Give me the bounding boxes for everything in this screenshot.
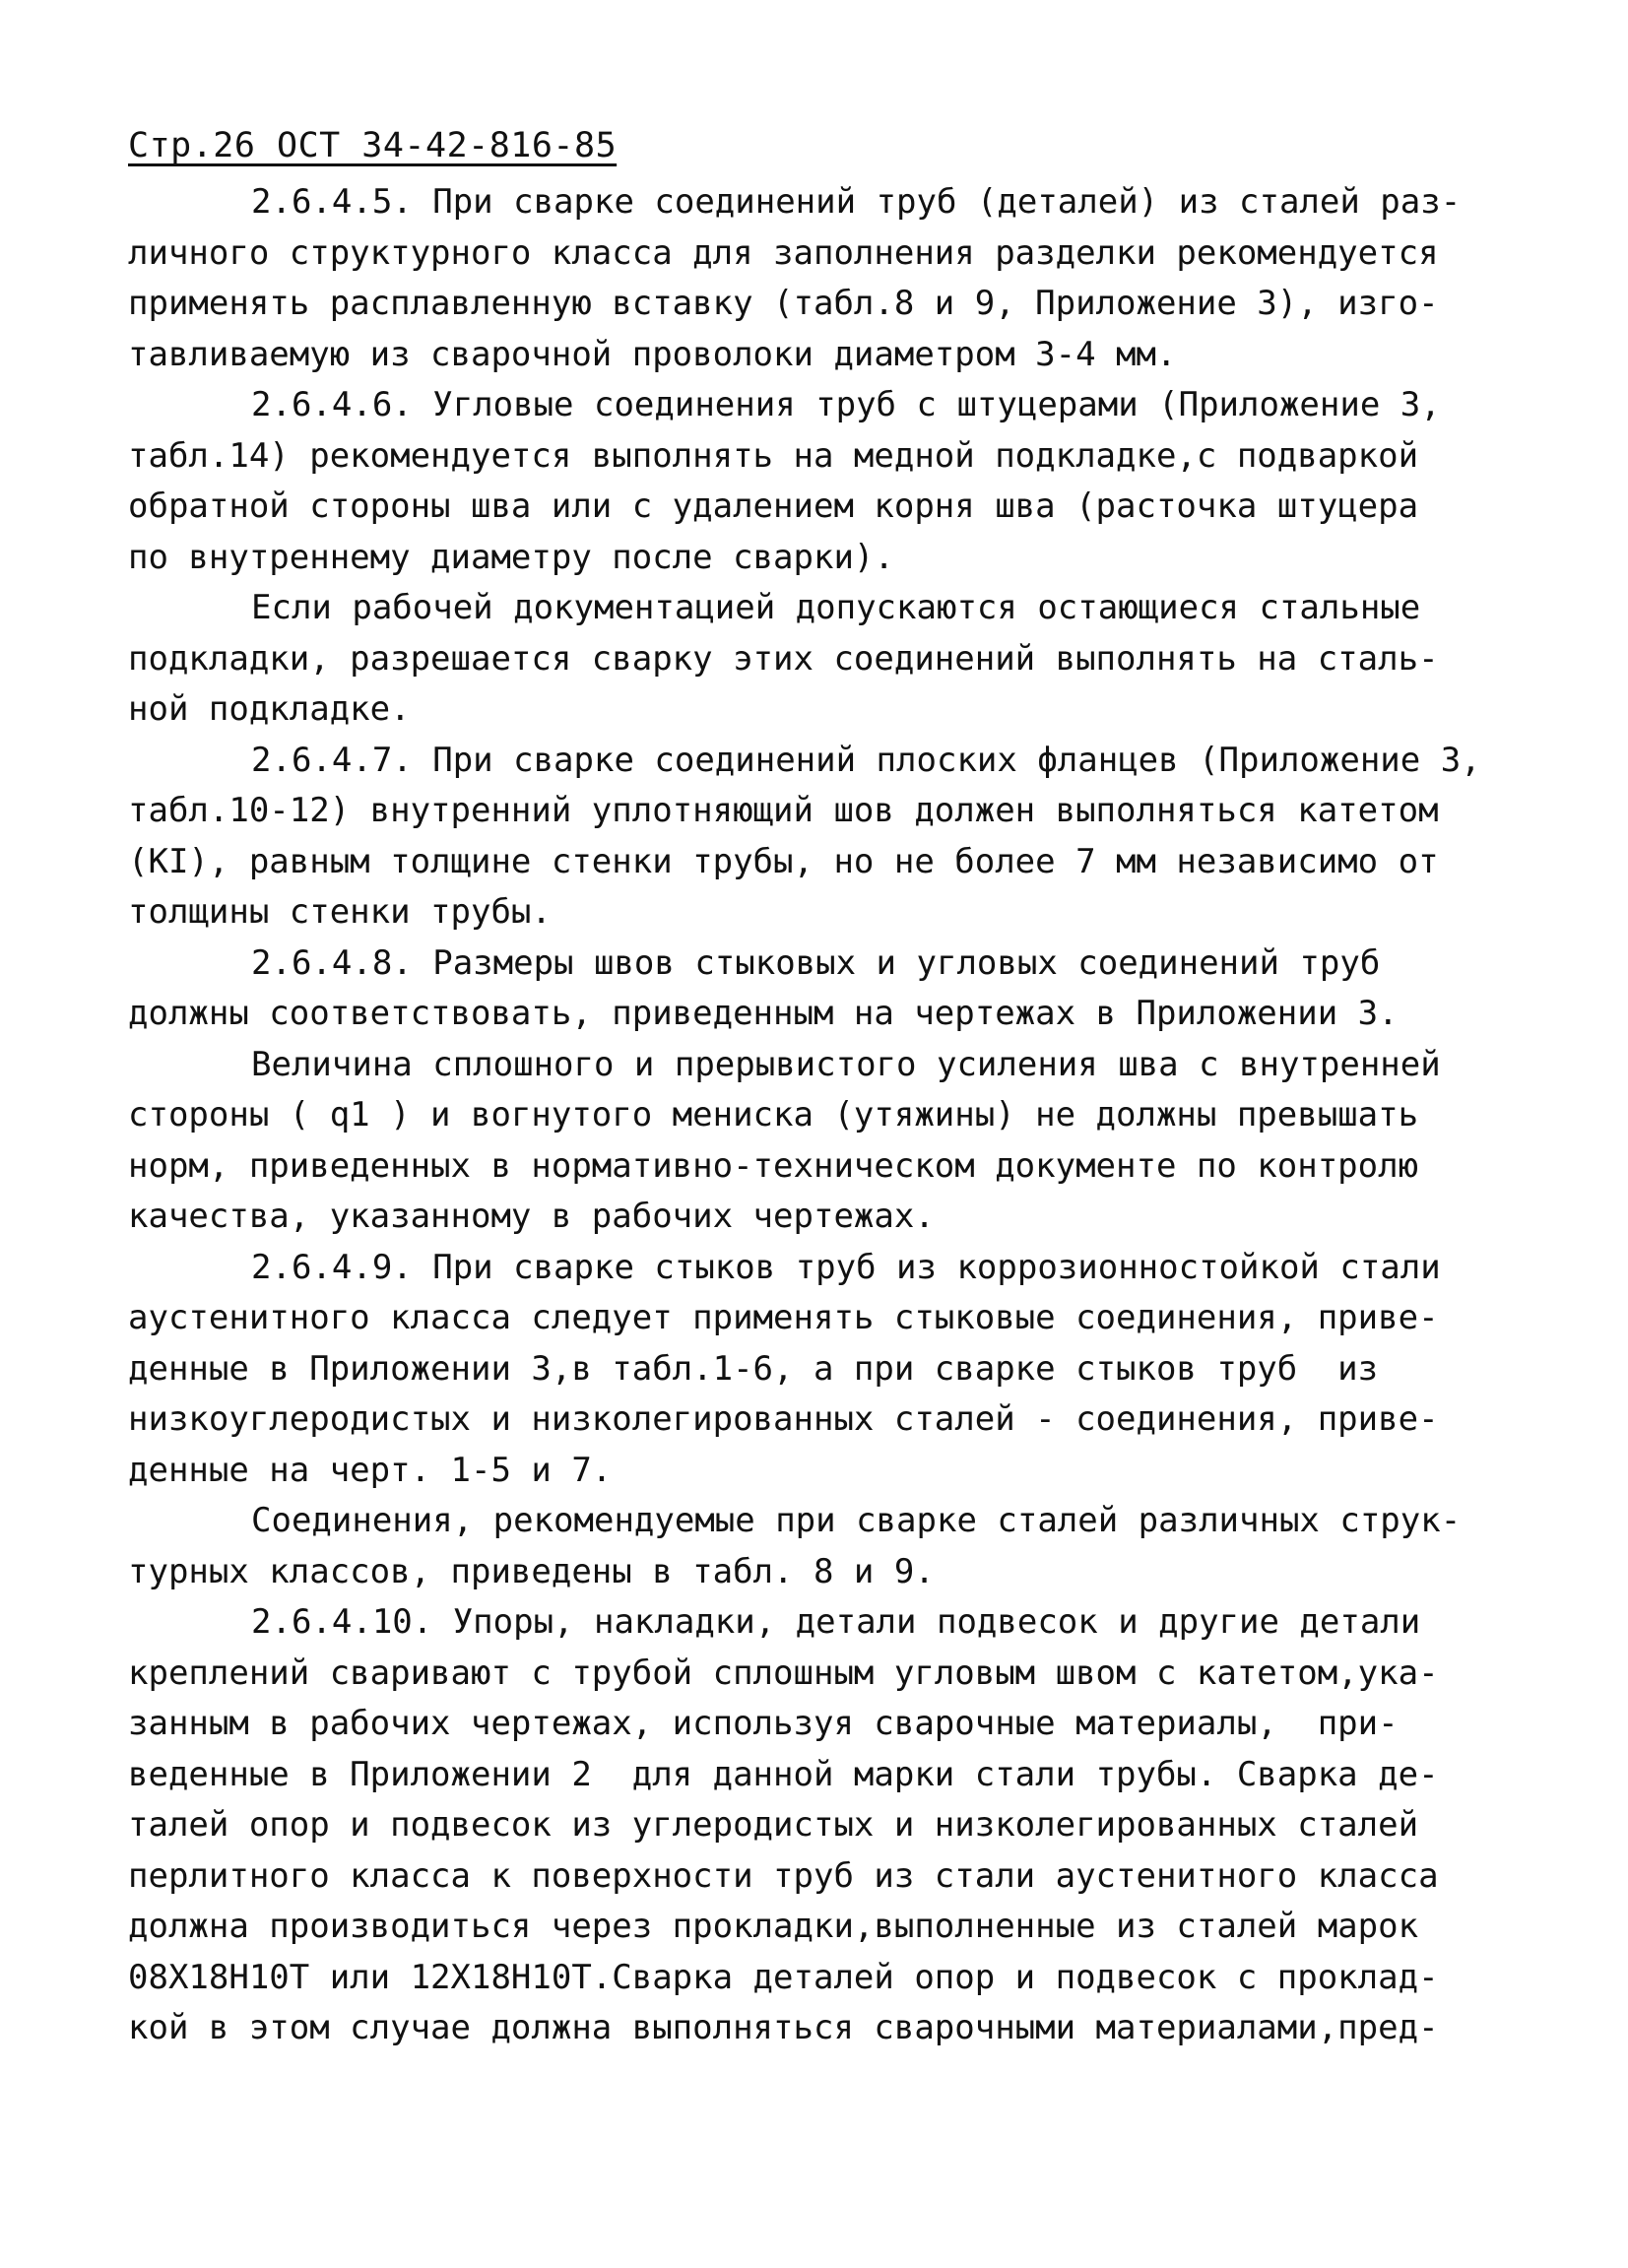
text-line: стороны ( q1 ) и вогнутого мениска (утяжины) не должны превышать — [128, 1095, 1419, 1134]
text-line: Если рабочей документацией допускаются остающиеся стальные — [251, 588, 1421, 627]
text-line: табл.10-12) внутренний уплотняющий шов должен выполняться катетом — [128, 791, 1439, 830]
text-line: Соединения, рекомендуемые при сварке сталей различных струк- — [251, 1501, 1462, 1540]
text-line: толщины стенки трубы. — [128, 892, 552, 932]
text-line: ной подкладке. — [128, 689, 411, 729]
text-line: 2.6.4.7. При сварке соединений плоских фланцев (Приложение 3, — [251, 740, 1481, 780]
text-line: тавливаемую из сварочной проволоки диаметром 3-4 мм. — [128, 334, 1177, 374]
text-line: веденные в Приложении 2 для данной марки стали трубы. Сварка де- — [128, 1754, 1439, 1794]
text-line: (KI), равным толщине стенки трубы, но не более 7 мм независимо от — [128, 841, 1439, 881]
text-line: перлитного класса к поверхности труб из стали аустенитного класса — [128, 1855, 1439, 1896]
text-line: 2.6.4.9. При сварке стыков труб из коррозионностойкой стали — [251, 1247, 1441, 1287]
text-line: табл.14) рекомендуется выполнять на медной подкладке,с подваркой — [128, 435, 1419, 476]
text-line: занным в рабочих чертежах, используя сварочные материалы, при- — [128, 1704, 1399, 1743]
text-line: низкоуглеродистых и низколегированных сталей - соединения, приве- — [128, 1399, 1439, 1439]
text-line: применять расплавленную вставку (табл.8 и 9, Приложение 3), изго- — [128, 284, 1439, 323]
text-line: аустенитного класса следует применять стыковые соединения, приве- — [128, 1298, 1439, 1337]
body-text — [128, 177, 1507, 2054]
text-line: по внутреннему диаметру после сварки). — [128, 537, 894, 577]
text-line: Величина сплошного и прерывистого усиления шва с внутренней — [251, 1044, 1441, 1084]
text-line: 2.6.4.8. Размеры швов стыковых и угловых соединений труб — [251, 942, 1381, 983]
text-line: норм, приведенных в нормативно-техническом документе по контролю — [128, 1145, 1419, 1186]
text-line: качества, указанному в рабочих чертежах. — [128, 1197, 935, 1236]
text-line: обратной стороны шва или с удалением корня шва (расточка штуцера — [128, 486, 1419, 526]
text-line: 2.6.4.5. При сварке соединений труб (деталей) из сталей раз- — [251, 182, 1462, 222]
text-line: денные на черт. 1-5 и 7. — [128, 1450, 613, 1490]
text-line: личного структурного класса для заполнения разделки рекомендуется — [128, 232, 1439, 273]
text-line: 2.6.4.10. Упоры, накладки, детали подвесок и другие детали — [251, 1602, 1421, 1642]
text-line: 08Х18Н10Т или 12Х18Н10Т.Сварка деталей опор и подвесок с проклад- — [128, 1957, 1439, 1997]
text-line: креплений сваривают с трубой сплошным угловым швом с катетом,ука- — [128, 1652, 1439, 1693]
text-line: должна производиться через прокладки,выполненные из сталей марок — [128, 1907, 1419, 1946]
text-line: денные в Приложении 3,в табл.1-6, а при сварке стыков труб из — [128, 1348, 1379, 1389]
text-line: должны соответствовать, приведенным на чертежах в Приложении 3. — [128, 994, 1399, 1033]
text-line: турных классов, приведены в табл. 8 и 9. — [128, 1551, 935, 1591]
text-line: 2.6.4.6. Угловые соединения труб с штуцерами (Приложение 3, — [251, 385, 1441, 424]
text-line: кой в этом случае должна выполняться сварочными материалами,пред- — [128, 2008, 1439, 2047]
text-line: подкладки, разрешается сварку этих соединений выполнять на сталь- — [128, 638, 1439, 679]
page-header: Стр.26 ОСТ 34-42-816-85 — [128, 126, 618, 165]
text-line: талей опор и подвесок из углеродистых и низколегированных сталей — [128, 1805, 1419, 1845]
